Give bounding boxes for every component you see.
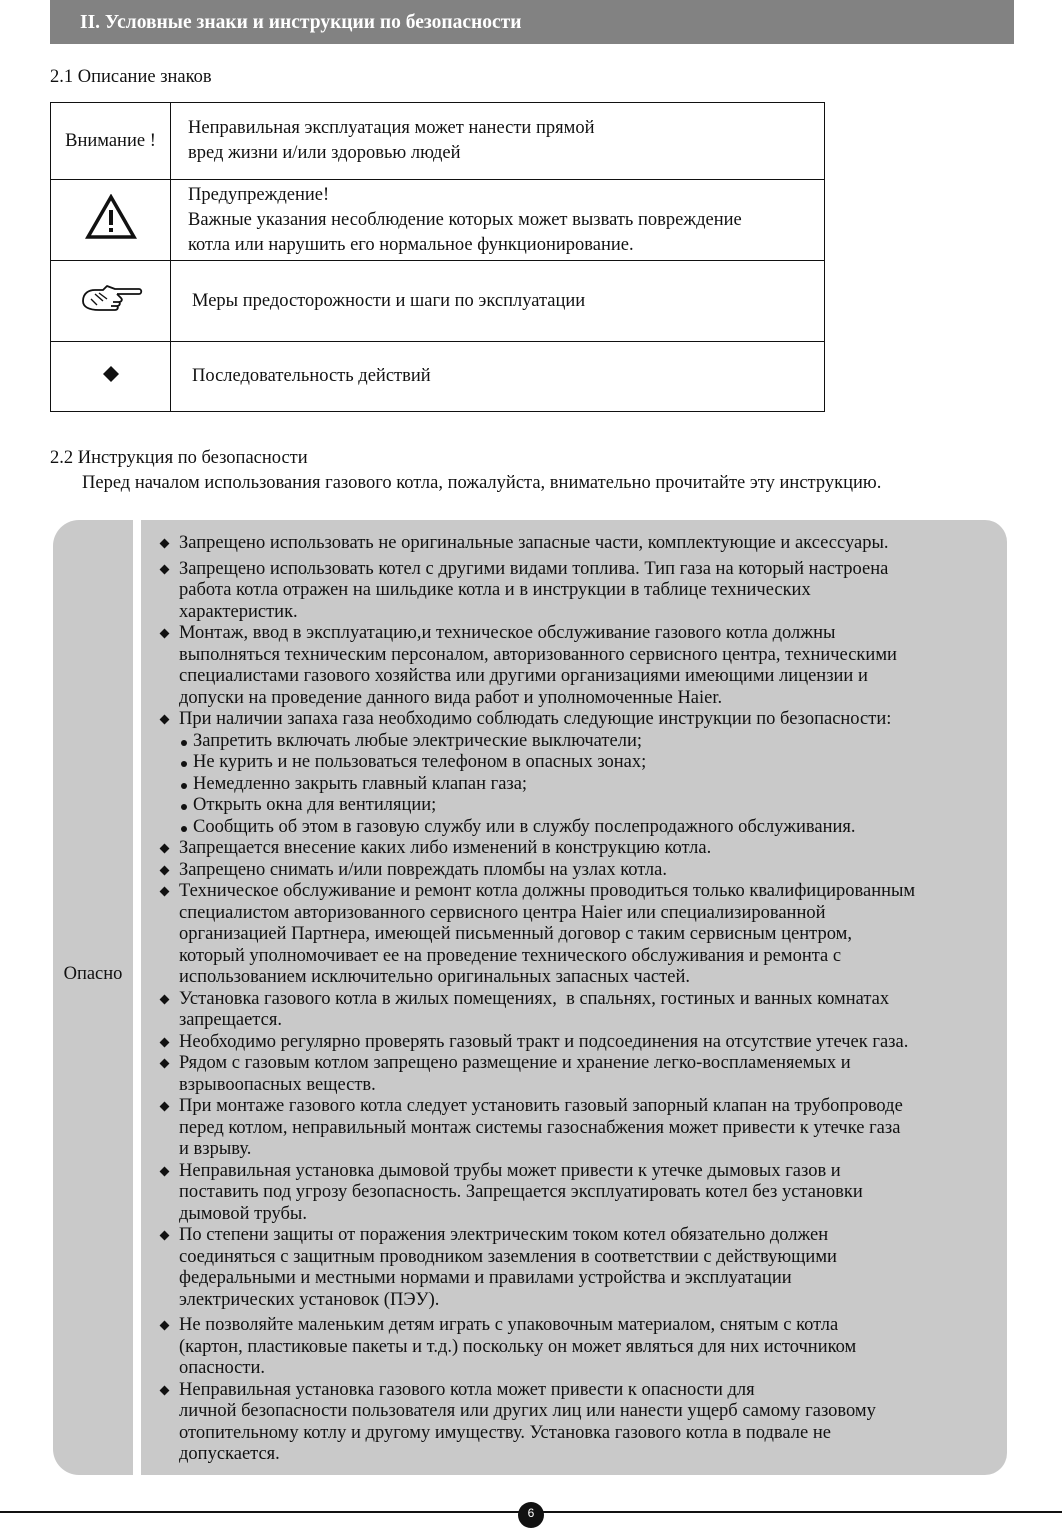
diamond-bullet-icon bbox=[160, 1321, 170, 1331]
diamond-bullet-icon bbox=[160, 865, 170, 875]
subsection-heading-2-2: 2.2 Инструкция по безопасности bbox=[50, 448, 308, 468]
symbols-row-attention bbox=[51, 103, 825, 180]
diamond-bullet-icon bbox=[160, 1166, 170, 1176]
sub-list-item: Открыть окна для вентиляции; bbox=[159, 795, 915, 817]
dot-bullet-icon bbox=[181, 826, 187, 832]
list-item: Запрещено снимать и/или повреждать пломбы на узлах котла. bbox=[159, 860, 915, 882]
dot-bullet-icon bbox=[181, 783, 187, 789]
sub-list-item: Немедленно закрыть главный клапан газа; bbox=[159, 774, 915, 796]
section-title: II. Условные знаки и инструкции по безопасности bbox=[80, 12, 522, 33]
diamond-bullet-icon bbox=[160, 887, 170, 897]
diamond-bullet-icon bbox=[102, 365, 120, 383]
diamond-bullet-icon bbox=[160, 1059, 170, 1069]
list-item: Рядом с газовым котлом запрещено размещение и хранение легко-воспламеняемых и взрывоопасных веществ. bbox=[159, 1053, 915, 1096]
danger-rules-panel bbox=[141, 520, 1007, 1475]
list-item: Необходимо регулярно проверять газовый тракт и подсоединения на отсутствие утечек газа. bbox=[159, 1032, 915, 1054]
list-item: Запрещено использовать не оригинальные запасные части, комплектующие и аксессуары. bbox=[159, 533, 915, 555]
symbols-row-precautions bbox=[51, 261, 825, 342]
diamond-bullet-icon bbox=[160, 1231, 170, 1241]
diamond-bullet-icon bbox=[160, 1385, 170, 1395]
diamond-bullet-icon bbox=[160, 1037, 170, 1047]
attention-label: Внимание ! bbox=[65, 130, 156, 151]
list-item: Неправильная установка дымовой трубы может привести к утечке дымовых газов и поставить под угрозу безопасность. Запрещается эксплуатировать котел без установки дымовой трубы. bbox=[159, 1161, 915, 1226]
sub-list-item: Запретить включать любые электрические выключатели; bbox=[159, 731, 915, 753]
diamond-bullet-icon bbox=[160, 564, 170, 574]
symbols-row-warning bbox=[51, 180, 825, 261]
sequence-description: Последовательность действий bbox=[192, 366, 431, 386]
symbols-row-sequence bbox=[51, 342, 825, 412]
dot-bullet-icon bbox=[181, 740, 187, 746]
diamond-bullet-icon bbox=[160, 844, 170, 854]
warning-description: Предупреждение! Важные указания несоблюдение которых может вызвать повреждение котла или нарушить его нормальное функционирование. bbox=[188, 184, 742, 255]
list-item: При монтаже газового котла следует установить газовый запорный клапан на трубопроводе перед котлом, неправильный монтаж системы газоснабжения может привести к утечке газа и взрыву. bbox=[159, 1096, 915, 1161]
danger-label: Опасно bbox=[63, 964, 123, 984]
list-item: Монтаж, ввод в эксплуатацию,и техническое обслуживание газового котла должны выполняться техническим персоналом, авторизованного сервисного центра, техническими специалистами газового хозяйства или другими организациями имеющими лицензии и допуски на проведение данного вида работ и уполномоченные Haier. bbox=[159, 623, 915, 709]
dot-bullet-icon bbox=[181, 804, 187, 810]
page-number: 6 bbox=[518, 1502, 544, 1528]
list-item: Техническое обслуживание и ремонт котла должны проводиться только квалифицированным специалистом авторизованного сервисного центра Haier или специализированной организацией Партнера, имеющей письменный договор с таким сервисным центром, который уполномочивает ее на проведение технического обслуживания и ремонта с использованием исключительно оригинальных запасных частей. bbox=[159, 881, 915, 989]
diamond-bullet-icon bbox=[160, 994, 170, 1004]
list-item: Запрещается внесение каких либо изменений в конструкцию котла. bbox=[159, 838, 915, 860]
warning-triangle-icon bbox=[85, 194, 137, 240]
subsection-heading-2-1: 2.1 Описание знаков bbox=[50, 67, 212, 87]
list-item: При наличии запаха газа необходимо соблюдать следующие инструкции по безопасности: bbox=[159, 709, 915, 731]
section-header-bar bbox=[50, 0, 1014, 44]
diamond-bullet-icon bbox=[160, 1102, 170, 1112]
diamond-bullet-icon bbox=[160, 715, 170, 725]
danger-rules-list bbox=[159, 533, 915, 1466]
diamond-bullet-icon bbox=[160, 539, 170, 549]
dot-bullet-icon bbox=[181, 761, 187, 767]
attention-description: Неправильная эксплуатация может нанести прямой вред жизни и/или здоровью людей bbox=[188, 118, 595, 163]
intro-paragraph: Перед началом использования газового котла, пожалуйста, внимательно прочитайте эту инструкцию. bbox=[82, 473, 882, 493]
symbols-table bbox=[50, 102, 825, 412]
precautions-description: Меры предосторожности и шаги по эксплуатации bbox=[192, 290, 586, 311]
list-item: Неправильная установка газового котла может привести к опасности для личной безопасности пользователя или других лиц или нанести ущерб самому газовому отопительному котлу и другому имуществу. Установка газового котла в подвале не допускается. bbox=[159, 1380, 915, 1466]
sub-list-item: Сообщить об этом в газовую службу или в службу послепродажного обслуживания. bbox=[159, 817, 915, 839]
diamond-bullet-icon bbox=[160, 629, 170, 639]
list-item: Не позволяйте маленьким детям играть с упаковочным материалом, снятым с котла (картон, пластиковые пакеты и т.д.) поскольку он может являться для них источником опасности. bbox=[159, 1315, 915, 1380]
danger-label-panel bbox=[53, 520, 133, 1475]
list-item: По степени защиты от поражения электрическим током котел обязательно должен соединяться с защитным проводником заземления в соответствии с действующими федеральными и местными нормами и правилами устройства и эксплуатации электрических установок (ПЭУ). bbox=[159, 1225, 915, 1311]
list-item: Установка газового котла в жилых помещениях, в спальнях, гостиных и ванных комнатах запрещается. bbox=[159, 989, 915, 1032]
pointing-hand-icon bbox=[79, 281, 143, 315]
sub-list-item: Не курить и не пользоваться телефоном в опасных зонах; bbox=[159, 752, 915, 774]
list-item: Запрещено использовать котел с другими видами топлива. Тип газа на который настроена работа котла отражен на шильдике котла и в инструкции в таблице технических характеристик. bbox=[159, 559, 915, 624]
